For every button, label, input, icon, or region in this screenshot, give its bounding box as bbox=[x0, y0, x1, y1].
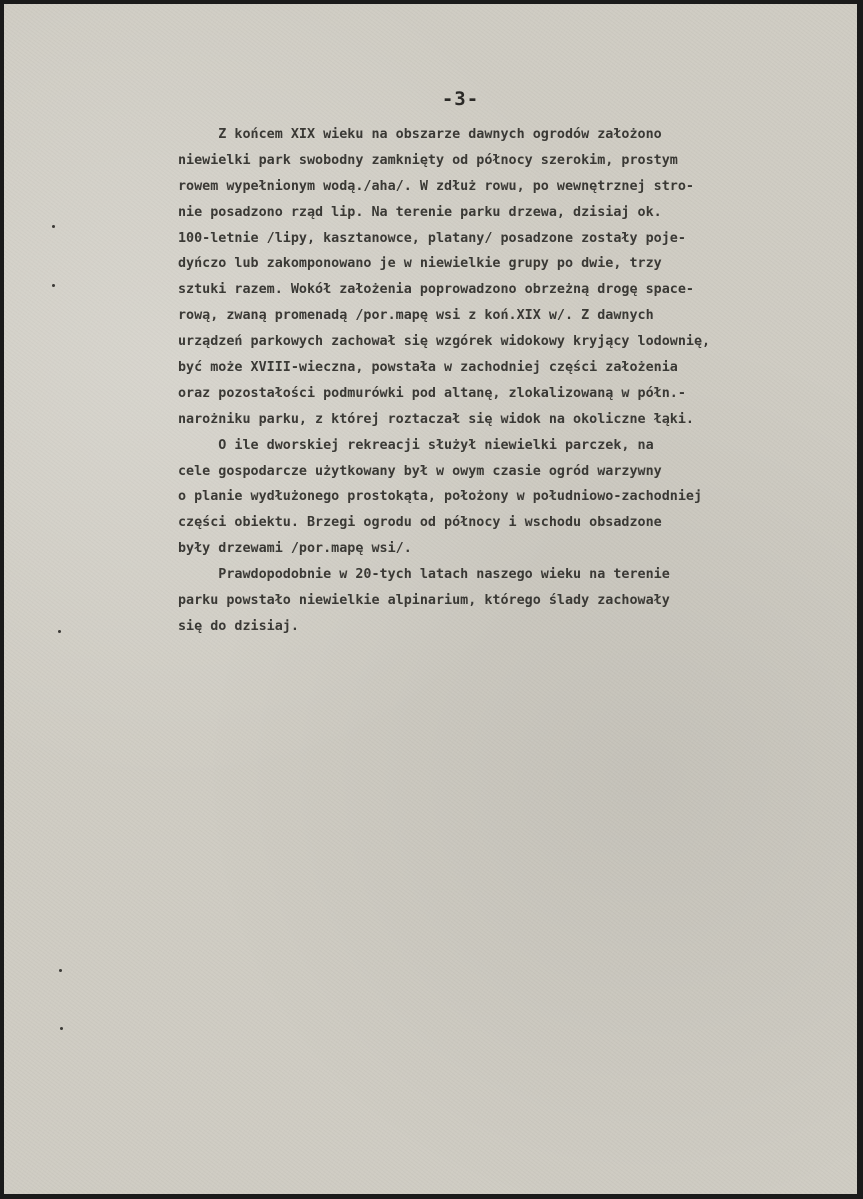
text-line: narożniku parku, z której roztaczał się widok na okoliczne łąki. bbox=[178, 411, 694, 427]
text-line: Prawdopodobnie w 20-tych latach naszego wieku na terenie bbox=[178, 567, 670, 583]
text-line: cele gospodarcze użytkowany był w owym czasie ogród warzywny bbox=[178, 463, 662, 479]
margin-speck bbox=[52, 284, 55, 287]
text-line: 100-letnie /lipy, kasztanowce, platany/ posadzone zostały poje- bbox=[178, 230, 686, 246]
text-line: urządzeń parkowych zachował się wzgórek widokowy kryjący lodownię, bbox=[178, 334, 711, 350]
text-line: rową, zwaną promenadą /por.mapę wsi z koń.XIX w/. Z dawnych bbox=[178, 308, 654, 324]
page-number: -3- bbox=[441, 88, 480, 110]
text-line: części obiektu. Brzegi ogrodu od północy i wschodu obsadzone bbox=[178, 515, 662, 531]
text-line: rowem wypełnionym wodą./aha/. W zdłuż rowu, po wewnętrznej stro- bbox=[178, 178, 694, 194]
margin-speck bbox=[52, 225, 55, 228]
text-line: sztuki razem. Wokół założenia poprowadzono obrzeżną drogę space- bbox=[178, 282, 694, 298]
text-line: o planie wydłużonego prostokąta, położony w południowo-zachodniej bbox=[178, 489, 703, 505]
text-line: O ile dworskiej rekreacji służył niewielki parczek, na bbox=[178, 437, 654, 453]
text-line: się do dzisiaj. bbox=[178, 618, 299, 634]
text-line: Z końcem XIX wieku na obszarze dawnych ogrodów założono bbox=[178, 127, 662, 142]
text-line: dyńczo lub zakomponowano je w niewielkie grupy po dwie, trzy bbox=[178, 256, 662, 272]
text-line: nie posadzono rząd lip. Na terenie parku drzewa, dzisiaj ok. bbox=[178, 204, 662, 220]
margin-speck bbox=[60, 1027, 63, 1030]
margin-speck bbox=[59, 969, 62, 972]
margin-speck bbox=[58, 630, 61, 633]
text-line: parku powstało niewielkie alpinarium, którego ślady zachowały bbox=[178, 593, 670, 609]
text-line: były drzewami /por.mapę wsi/. bbox=[178, 541, 412, 557]
text-line: być może XVIII-wieczna, powstała w zachodniej części założenia bbox=[178, 360, 678, 376]
text-line: oraz pozostałości podmurówki pod altanę, zlokalizowaną w półn.- bbox=[178, 385, 686, 401]
body-text bbox=[178, 122, 838, 640]
text-line: niewielki park swobodny zamknięty od północy szerokim, prostym bbox=[178, 152, 678, 168]
document-page bbox=[4, 4, 857, 1194]
